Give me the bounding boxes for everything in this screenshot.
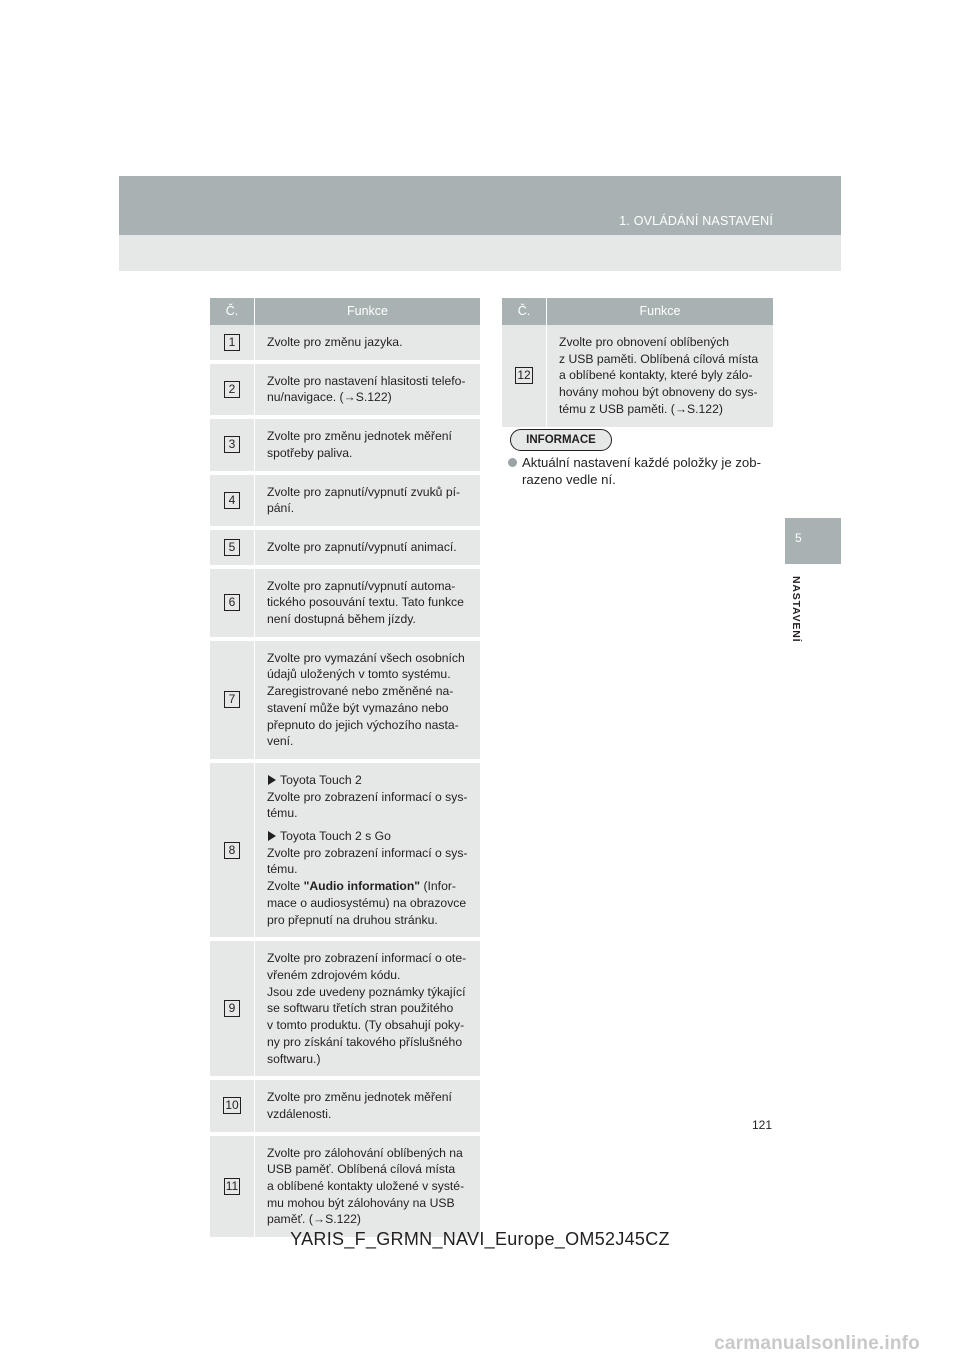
bullet-icon [508,458,517,467]
table-body [502,325,773,429]
row-number-cell [210,1078,255,1133]
chapter-tab [785,518,841,564]
table-row [210,528,480,567]
text-prefix: Zvolte [267,879,304,894]
row-number-cell [210,528,255,567]
document-code: YARIS_F_GRMN_NAVI_Europe_OM52J45CZ [290,1229,670,1249]
watermark: carmanualsonline.info [714,1333,920,1354]
row-number-box: 12 [517,368,531,383]
row-number-box: 11 [225,1178,239,1193]
sub-entry-title: Toyota Touch 2 [280,772,362,787]
function-column-header: Funkce [255,298,481,325]
description-line: není dostupná během jízdy. [267,612,416,627]
row-number-box: 6 [224,594,240,611]
triangle-bullet-icon [268,831,276,841]
table-row [210,761,480,939]
row-description [255,417,481,472]
table-header-row [210,298,480,325]
text-suffix: (Infor- [420,879,456,894]
row-description [255,1078,481,1133]
row-number-box: 1 [224,334,240,351]
description-line: Zvolte pro zálohování oblíbených na [267,1145,463,1160]
description-line: nu/navigace. (→S.122) [267,390,392,405]
description-line: údajů uložených v tomto systému. [267,667,451,682]
row-number-box: 9 [224,1000,240,1017]
description-line: pro přepnutí na druhou stránku. [267,912,438,927]
function-column-header: Funkce [547,298,774,325]
row-description [255,639,481,761]
row-description [255,362,481,417]
row-description [255,325,481,362]
function-table-left [210,298,480,1241]
description-line: přepnuto do jejich výchozího nasta- [267,717,459,732]
table-row [210,362,480,417]
row-number-cell [210,939,255,1078]
row-description [255,939,481,1078]
description-line: Zvolte pro změnu jednotek měření [267,1090,452,1105]
description-line [267,878,474,895]
row-number-cell [210,761,255,939]
row-number-cell [210,473,255,528]
description-line: softwaru.) [267,1051,321,1066]
description-line: v tomto produktu. (Ty obsahují poky- [267,1018,465,1033]
description-line: Zvolte pro zapnutí/vypnutí automa- [267,578,456,593]
table-row [210,325,480,362]
description-line: Jsou zde uvedeny poznámky týkající [267,984,466,999]
description-line: pání. [267,501,295,516]
row-description [255,528,481,567]
row-number-box: 10 [225,1098,239,1113]
row-number-box: 5 [224,539,240,556]
table-row [210,1078,480,1133]
table-row [502,325,773,429]
row-number-cell [210,362,255,417]
row-number-box: 3 [224,436,240,453]
description-line: Zvolte pro změnu jazyka. [267,335,403,349]
description-line: mace o audiosystému) na obrazovce [267,895,467,910]
description-line: tému. [267,862,298,877]
description-line: Zvolte pro vymazání všech osobních [267,650,465,665]
description-line: tického posouvání textu. Tato funkce [267,595,464,610]
description-line: vzdálenosti. [267,1106,332,1121]
table-row [210,417,480,472]
row-number-box: 8 [224,842,240,859]
row-number-cell [210,567,255,639]
table-row [210,473,480,528]
description-line: Zvolte pro změnu jednotek měření [267,429,452,444]
description-line: USB paměť. Oblíbená cílová místa [267,1162,456,1177]
row-number-cell [210,639,255,761]
row-number-box: 4 [224,492,240,509]
info-text [508,455,770,488]
description-line: vení. [267,734,294,749]
sub-entry [267,828,474,928]
row-description [255,567,481,639]
button-name: "Audio information" [303,879,421,894]
row-description [255,1134,481,1240]
table-row [210,1134,480,1240]
sub-entry-heading [267,828,474,845]
info-item [508,455,770,488]
description-line: stavení může být vymazáno nebo [267,700,449,715]
info-line-text: razeno vedle ní. [522,471,616,487]
row-number-cell [502,325,547,429]
table-row [210,939,480,1078]
number-column-header: Č. [502,298,547,325]
row-number-cell [210,1134,255,1240]
description-line: tému. [267,806,298,821]
description-line: se softwaru třetích stran použitého [267,1001,454,1016]
description-line: a oblíbené kontakty, které byly zálo- [559,368,753,383]
triangle-bullet-icon [268,775,276,785]
description-line: paměť. (→S.122) [267,1212,361,1227]
description-line: z USB paměti. Oblíbená cílová místa [559,351,759,366]
sub-entry [267,772,474,822]
description-line: Zvolte pro zobrazení informací o ote- [267,951,467,966]
table-row [210,639,480,761]
function-table-right [502,298,773,431]
row-number-cell [210,325,255,362]
row-number-box: 7 [224,691,240,708]
table-header-row [502,298,773,325]
description-line: ny pro získání takového příslušného [267,1034,463,1049]
row-number-cell [210,417,255,472]
description-line: tému z USB paměti. (→S.122) [559,401,723,416]
description-line: Zvolte pro zapnutí/vypnutí animací. [267,539,457,554]
sub-entry-title: Toyota Touch 2 s Go [280,829,391,844]
chapter-label: NASTAVENÍ [790,576,802,643]
description-line: Zvolte pro obnovení oblíbených [559,335,730,349]
description-line: spotřeby paliva. [267,445,353,460]
chapter-number: 5 [795,531,802,545]
info-badge: INFORMACE [510,429,612,451]
description-line: Zvolte pro nastavení hlasitosti telefo- [267,373,466,388]
sub-entry-heading [267,772,474,789]
description-line: Zvolte pro zobrazení informací o sys- [267,845,468,860]
row-description [255,761,481,939]
description-line: vřeném zdrojovém kódu. [267,967,401,982]
description-line: Zvolte pro zobrazení informací o sys- [267,789,468,804]
row-description [547,325,774,429]
description-line: mu mohou být zálohovány na USB [267,1195,455,1210]
table-body [210,325,480,1239]
description-line: Zaregistrované nebo změněné na- [267,684,454,699]
row-number-box: 2 [224,381,240,398]
info-line-text: Aktuální nastavení každé položky je zob- [522,455,761,470]
section-title: 1. OVLÁDÁNÍ NASTAVENÍ [619,214,773,228]
row-description [255,473,481,528]
description-line: Zvolte pro zapnutí/vypnutí zvuků pí- [267,484,461,499]
description-line: a oblíbené kontakty uložené v systé- [267,1179,465,1194]
number-column-header: Č. [210,298,255,325]
table-row [210,567,480,639]
description-line: hovány mohou být obnoveny do sys- [559,385,758,400]
header-band [119,176,841,271]
header-bar [119,176,841,235]
page-number: 121 [751,1118,772,1132]
